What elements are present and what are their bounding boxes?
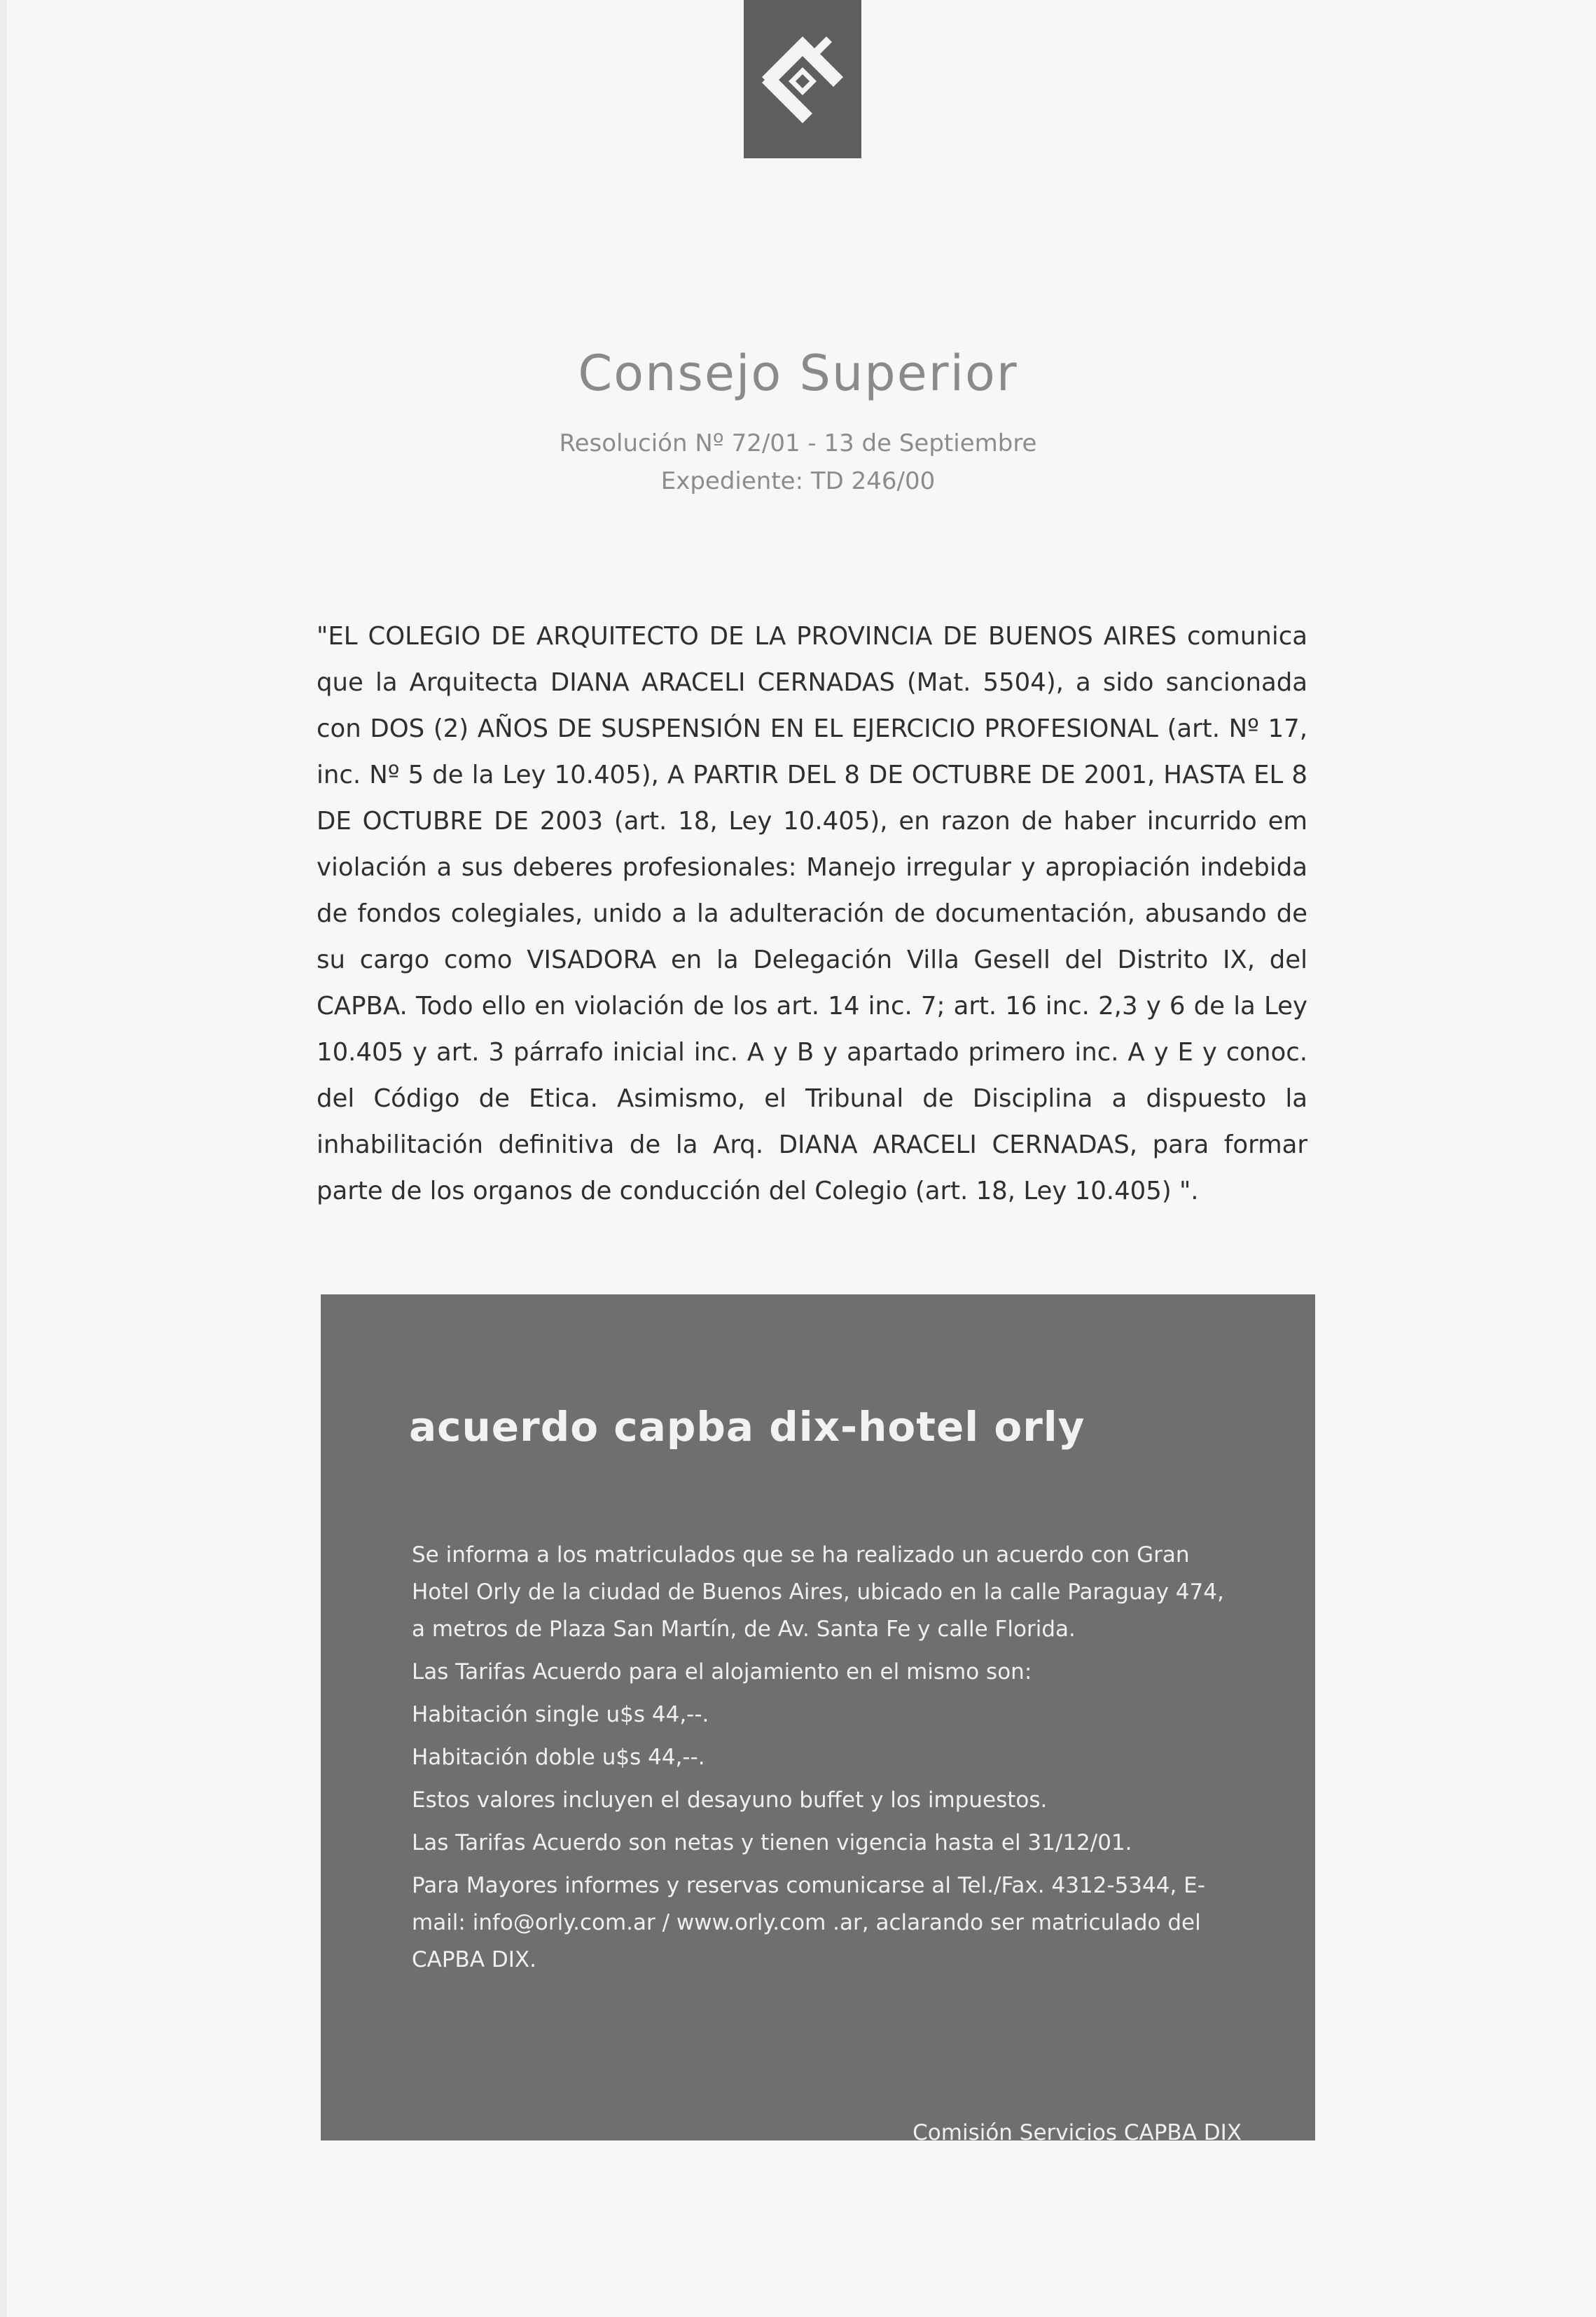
panel-paragraph: Estos valores incluyen el desayuno buffet y los impuestos. (412, 1787, 1048, 1813)
panel-body (412, 1537, 1238, 1984)
panel-title: acuerdo capba dix-hotel orly (409, 1403, 1085, 1451)
capba-logo-icon (744, 0, 861, 158)
panel-paragraph: Habitación single u$s 44,--. (412, 1702, 709, 1727)
scan-edge (0, 0, 7, 2317)
hotel-agreement-panel (321, 1294, 1315, 2145)
announcement-text: "EL COLEGIO DE ARQUITECTO DE LA PROVINCIA DE BUENOS AIRES comunica que la Arquitecta DIANA ARACELI CERNADAS (Mat. 5504), a sido sancionada con DOS (2) AÑOS DE SUSPENSIÓN EN EL EJERCICIO PROFESIONAL (art. Nº 17, inc. Nº 5 de la Ley 10.405), A PARTIR DEL 8 DE OCTUBRE DE 2001, HASTA EL 8 DE OCTUBRE DE 2003 (art. 18, Ley 10.405), en razon de haber incurrido em violación a sus deberes profesionales: Manejo irregular y apropiación indebida de fondos colegiales, unido a la adulteración de documentación, abusando de su cargo como VISADORA en la Delegación Villa Gesell del Distrito IX, del CAPBA. Todo ello en violación de los art. 14 inc. 7; art. 16 inc. 2,3 y 6 de la Ley 10.405 y art. 3 párrafo inicial inc. A y B y apartado primero inc. A y E y conoc. del Código de Etica. Asimismo, el Tribunal de Disciplina a dispuesto la inhabilitación definitiva de la Arq. DIANA ARACELI CERNADAS, para formar parte de los organos de conducción del Colegio (art. 18, Ley 10.405) ". (317, 622, 1307, 1205)
panel-paragraph: Para Mayores informes y reservas comunicarse al Tel./Fax. 4312-5344, E-mail: info@orly.com.ar / www.orly.com .ar, aclarando ser matriculado del CAPBA DIX. (412, 1873, 1205, 1972)
panel-paragraph: Se informa a los matriculados que se ha realizado un acuerdo con Gran Hotel Orly de la ciudad de Buenos Aires, ubicado en la calle Paraguay 474, a metros de Plaza San Martín, de Av. Santa Fe y calle Florida. (412, 1542, 1224, 1642)
panel-paragraph: Habitación doble u$s 44,--. (412, 1745, 705, 1770)
expediente-line: Expediente: TD 246/00 (660, 467, 936, 495)
resolution-line: Resolución Nº 72/01 - 13 de Septiembre (559, 429, 1037, 457)
capba-logo (744, 0, 861, 158)
panel-paragraph: Las Tarifas Acuerdo son netas y tienen vigencia hasta el 31/12/01. (412, 1830, 1132, 1855)
panel-paragraph: Las Tarifas Acuerdo para el alojamiento en el mismo son: (412, 1659, 1032, 1685)
panel-signature: Comisión Servicios CAPBA DIX (913, 2120, 1242, 2145)
page-title: Consejo Superior (578, 345, 1018, 402)
